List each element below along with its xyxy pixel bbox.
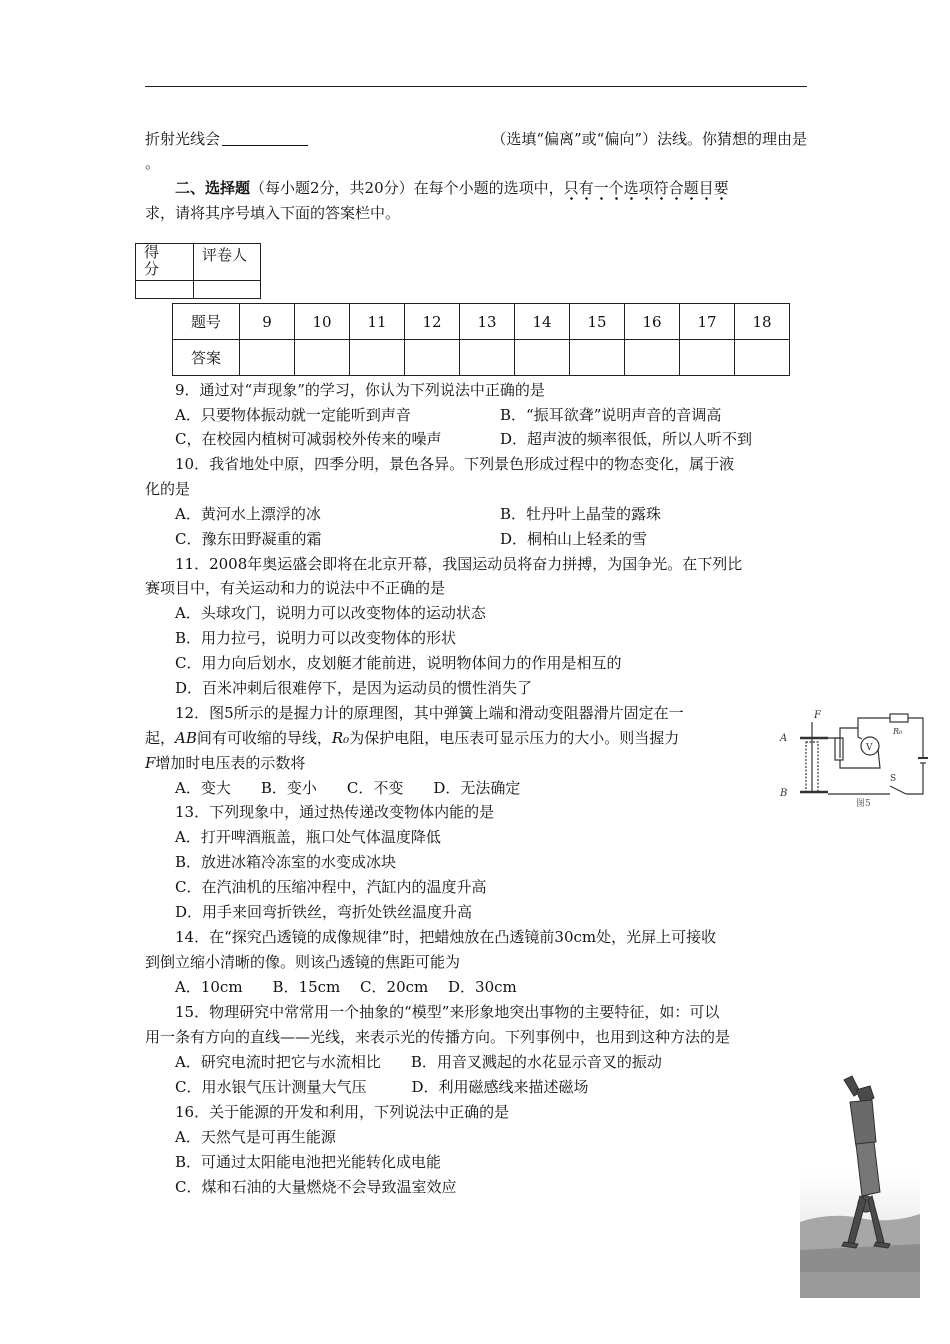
score-label: 得分 bbox=[136, 244, 194, 281]
question-number: 18 bbox=[735, 304, 790, 340]
answer-table bbox=[172, 303, 790, 376]
grader-cell[interactable] bbox=[194, 281, 261, 299]
switch-s bbox=[890, 786, 906, 794]
figure-5-grip-dynamometer-diagram bbox=[778, 708, 938, 808]
intro-text: 折射光线会 bbox=[145, 130, 221, 148]
intro-line-2: 。 bbox=[145, 154, 161, 172]
label-r0: R₀ bbox=[893, 727, 903, 736]
q10-option-a: A．黄河水上漂浮的冰 bbox=[175, 505, 321, 523]
q9-option-c: C，在校园内植树可减弱校外传来的噪声 bbox=[175, 430, 442, 448]
q11-stem-1: 11．2008年奥运盛会即将在北京开幕，我国运动员将奋力拼搏，为国争光。在下列比 bbox=[175, 555, 743, 573]
q13-stem: 13．下列现象中，通过热传递改变物体内能的是 bbox=[175, 803, 495, 821]
q14-options: A．10cm B．15cm C．20cm D．30cm bbox=[175, 978, 517, 996]
question-number: 16 bbox=[625, 304, 680, 340]
wire bbox=[858, 718, 890, 728]
question-number: 9 bbox=[240, 304, 295, 340]
grader-label: 评卷人 bbox=[194, 244, 261, 281]
label-f: F bbox=[814, 710, 821, 721]
q15-stem-2: 用一条有方向的直线——光线，来表示光的传播方向。下列事例中，也用到这种方法的是 bbox=[145, 1028, 731, 1046]
q9-stem: 9．通过对“声现象”的学习，你认为下列说法中正确的是 bbox=[175, 381, 545, 399]
answer-cell[interactable] bbox=[680, 340, 735, 376]
answer-cell[interactable] bbox=[240, 340, 295, 376]
question-number: 11 bbox=[350, 304, 405, 340]
q10-stem-2: 化的是 bbox=[145, 480, 191, 498]
q11-stem-2: 赛项目中，有关运动和力的说法中不正确的是 bbox=[145, 579, 446, 597]
answer-cell[interactable] bbox=[405, 340, 460, 376]
q15-stem-1: 15．物理研究中常常用一个抽象的“模型”来形象地突出事物的主要特征，如：可以 bbox=[175, 1003, 720, 1021]
q12-text: 增加时电压表的示数将 bbox=[155, 754, 306, 772]
wire bbox=[908, 718, 923, 758]
label-a: A bbox=[780, 733, 788, 744]
answer-cell[interactable] bbox=[350, 340, 405, 376]
question-number: 14 bbox=[515, 304, 570, 340]
wire bbox=[840, 749, 880, 768]
q13-option-d: D．用手来回弯折铁丝，弯折处铁丝温度升高 bbox=[175, 903, 473, 921]
wire bbox=[906, 763, 923, 794]
q16-option-c: C．煤和石油的大量燃烧不会导致温室效应 bbox=[175, 1178, 457, 1196]
q14-stem-2: 到倒立缩小清晰的像。则该凸透镜的焦距可能为 bbox=[145, 953, 461, 971]
q15-options-cd: C．用水银气压计测量大气压 D．利用磁感线来描述磁场 bbox=[175, 1078, 589, 1096]
question-number: 15 bbox=[570, 304, 625, 340]
q12-text: 为保护电阻，电压表可显示压力的大小。则当握力 bbox=[349, 729, 680, 747]
q12-symbol-r0: R₀ bbox=[331, 729, 350, 747]
q12-stem-3 bbox=[145, 752, 305, 774]
question-number: 17 bbox=[680, 304, 735, 340]
answer-table-answer-row bbox=[173, 340, 790, 376]
q15-options-ab: A．研究电流时把它与水流相比 B．用音叉溅起的水花显示音叉的振动 bbox=[175, 1053, 662, 1071]
q10-option-c: C．豫东田野凝重的霜 bbox=[175, 530, 322, 548]
q14-stem-1: 14．在“探究凸透镜的成像规律”时，把蜡烛放在凸透镜前30cm处，光屏上可接收 bbox=[175, 928, 717, 946]
figure-caption: 图5 bbox=[856, 799, 871, 808]
header-rule bbox=[145, 86, 807, 87]
intro-text-2: （选填“偏离”或“偏向”）法线。你猜想的理由是 bbox=[491, 130, 807, 148]
section2-title: 二、选择题 bbox=[175, 179, 251, 197]
handstand-photo bbox=[800, 1072, 920, 1298]
section2-header bbox=[175, 177, 729, 199]
r0-resistor bbox=[890, 714, 908, 722]
question-number: 10 bbox=[295, 304, 350, 340]
wire bbox=[828, 728, 858, 738]
section2-line-2: 求，请将其序号填入下面的答案栏中。 bbox=[145, 204, 401, 222]
answer-cell[interactable] bbox=[515, 340, 570, 376]
resistor-body bbox=[835, 738, 843, 760]
q12-text: 起， bbox=[145, 729, 176, 747]
label-v: V bbox=[866, 743, 873, 753]
row-label-number: 题号 bbox=[173, 304, 240, 340]
q16-option-a: A．天然气是可再生能源 bbox=[175, 1128, 336, 1146]
section2-desc-a: （每小题2分，共20分）在每个小题的选项中， bbox=[250, 179, 564, 197]
q11-option-b: B．用力拉弓，说明力可以改变物体的形状 bbox=[175, 629, 457, 647]
q10-stem-1: 10．我省地处中原，四季分明，景色各异。下列景色形成过程中的物态变化，属于液 bbox=[175, 455, 735, 473]
question-number: 13 bbox=[460, 304, 515, 340]
q12-symbol-ab: AB bbox=[175, 729, 197, 747]
q11-option-a: A．头球攻门，说明力可以改变物体的运动状态 bbox=[175, 604, 486, 622]
answer-cell[interactable] bbox=[570, 340, 625, 376]
answer-table-number-row bbox=[173, 304, 790, 340]
wire bbox=[858, 728, 862, 739]
section2-desc-b: 只有一个选项符合题目要 bbox=[564, 179, 729, 201]
q11-option-d: D．百米冲刺后很难停下，是因为运动员的惯性消失了 bbox=[175, 679, 533, 697]
answer-blank[interactable] bbox=[222, 130, 308, 146]
answer-cell[interactable] bbox=[735, 340, 790, 376]
q9-option-a: A．只要物体振动就一定能听到声音 bbox=[175, 406, 411, 424]
label-b: B bbox=[780, 788, 788, 799]
score-cell[interactable] bbox=[136, 281, 194, 299]
intro-line-1 bbox=[145, 128, 807, 150]
answer-cell[interactable] bbox=[460, 340, 515, 376]
q10-option-b: B．牡丹叶上晶莹的露珠 bbox=[500, 505, 662, 523]
q16-option-b: B．可通过太阳能电池把光能转化成电能 bbox=[175, 1153, 442, 1171]
q12-stem-1: 12．图5所示的是握力计的原理图，其中弹簧上端和滑动变阻器滑片固定在一 bbox=[175, 704, 684, 722]
q12-text: 间有可收缩的导线， bbox=[196, 729, 332, 747]
question-number: 12 bbox=[405, 304, 460, 340]
q11-option-c: C．用力向后划水，皮划艇才能前进，说明物体间力的作用是相互的 bbox=[175, 654, 622, 672]
q13-option-b: B．放进冰箱冷冻室的水变成冰块 bbox=[175, 853, 397, 871]
q12-stem-2 bbox=[145, 727, 679, 749]
q9-option-b: B．“振耳欲聋”说明声音的音调高 bbox=[500, 406, 722, 424]
row-label-answer: 答案 bbox=[173, 340, 240, 376]
answer-cell[interactable] bbox=[625, 340, 680, 376]
q12-options: A．变大 B．变小 C．不变 D．无法确定 bbox=[175, 779, 521, 797]
label-s: S bbox=[890, 774, 897, 784]
q9-option-d: D．超声波的频率很低，所以人听不到 bbox=[500, 430, 753, 448]
q12-symbol-f: F bbox=[145, 754, 156, 772]
score-box bbox=[135, 243, 261, 299]
section2-desc-emphasis bbox=[564, 179, 729, 201]
q13-option-c: C．在汽油机的压缩冲程中，汽缸内的温度升高 bbox=[175, 878, 487, 896]
q16-stem: 16．关于能源的开发和利用，下列说法中正确的是 bbox=[175, 1103, 510, 1121]
answer-cell[interactable] bbox=[295, 340, 350, 376]
q10-option-d: D．桐柏山上轻柔的雪 bbox=[500, 530, 648, 548]
q13-option-a: A．打开啤酒瓶盖，瓶口处气体温度降低 bbox=[175, 828, 441, 846]
